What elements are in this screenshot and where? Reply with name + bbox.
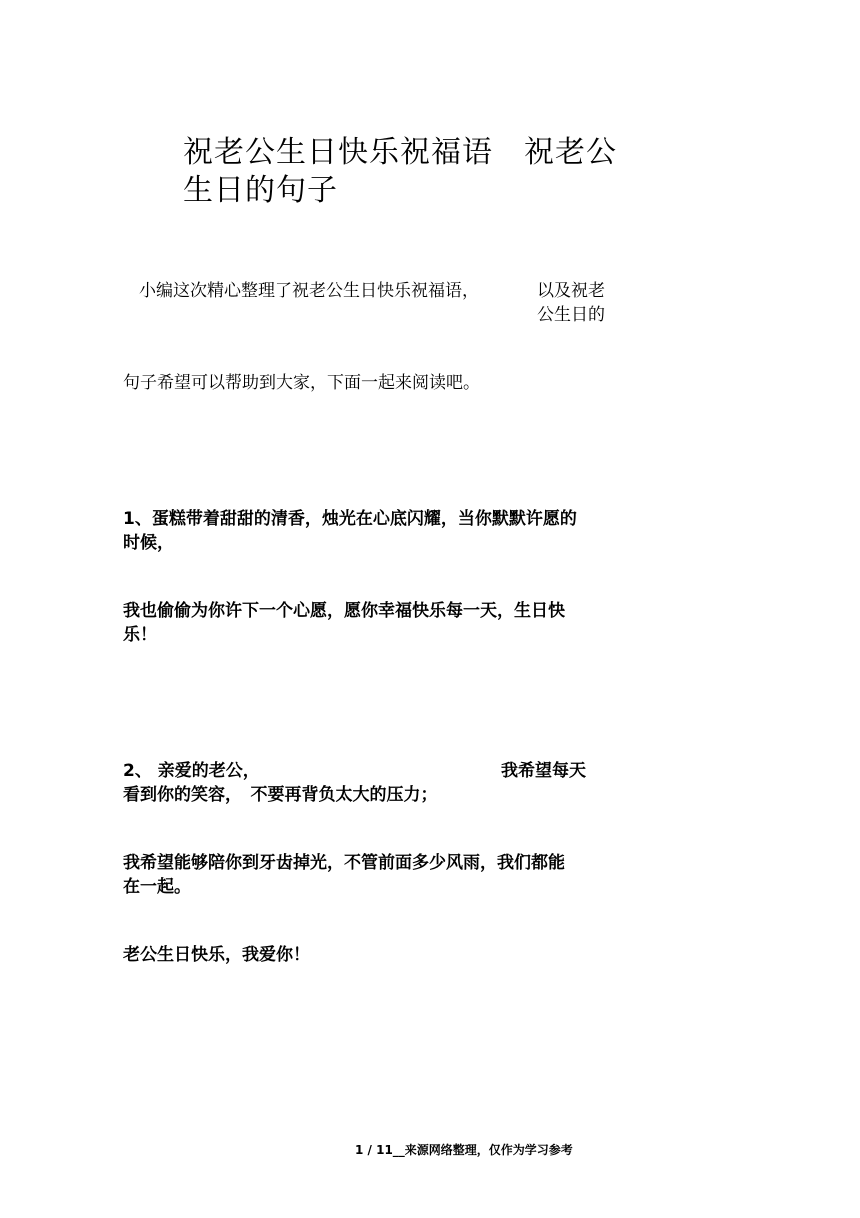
intro-line-2-right: 公生日的 bbox=[537, 305, 605, 325]
item-2-paragraph-1-line-1-right: 我希望每天 bbox=[501, 761, 586, 781]
page-footer: 1 / 11__来源网络整理，仅作为学习参考 bbox=[355, 1143, 573, 1157]
item-2-paragraph-2-line-2: 在一起。 bbox=[123, 877, 191, 897]
item-1-paragraph-2-line-2: 乐！ bbox=[123, 625, 157, 645]
item-2-paragraph-3-line-1: 老公生日快乐，我爱你！ bbox=[123, 945, 310, 965]
document-title-line-1: 祝老公生日快乐祝福语 祝老公 bbox=[183, 135, 617, 170]
intro-line-3: 句子希望可以帮助到大家，下面一起来阅读吧。 bbox=[123, 373, 480, 393]
item-2-paragraph-1-line-2: 看到你的笑容， 不要再背负太大的压力； bbox=[123, 785, 438, 805]
intro-line-1-right: 以及祝老 bbox=[537, 281, 605, 301]
document-title-line-2: 生日的句子 bbox=[183, 173, 338, 208]
item-2-paragraph-1-line-1-left: 2、 亲爱的老公， bbox=[123, 761, 260, 781]
intro-line-1-left: 小编这次精心整理了祝老公生日快乐祝福语， bbox=[139, 281, 479, 301]
item-1-paragraph-2-line-1: 我也偷偷为你许下一个心愿，愿你幸福快乐每一天，生日快 bbox=[123, 601, 565, 621]
item-1-paragraph-1-line-2: 时候， bbox=[123, 533, 174, 553]
item-2-paragraph-2-line-1: 我希望能够陪你到牙齿掉光，不管前面多少风雨，我们都能 bbox=[123, 853, 565, 873]
item-1-paragraph-1-line-1: 1、蛋糕带着甜甜的清香，烛光在心底闪耀，当你默默许愿的 bbox=[123, 509, 577, 529]
